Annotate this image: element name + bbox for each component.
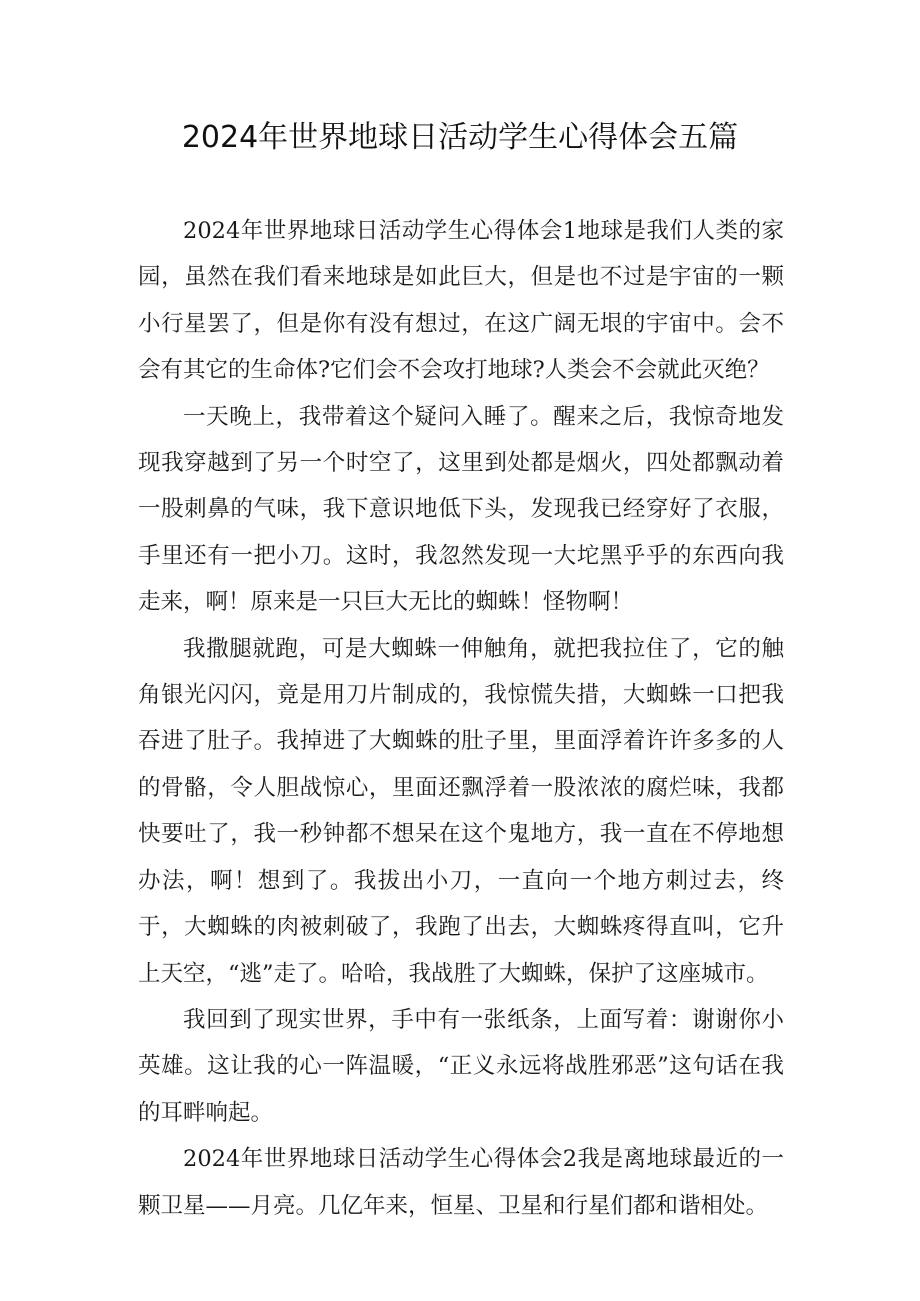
paragraph: 2024年世界地球日活动学生心得体会2我是离地球最近的一颗卫星——月亮。几亿年来，恒星、卫星和行星们都和谐相处。 <box>138 1146 784 1219</box>
document-title: 2024年世界地球日活动学生心得体会五篇 <box>181 120 739 155</box>
paragraph: 我撒腿就跑，可是大蜘蛛一伸触角，就把我拉住了，它的触角银光闪闪，竟是用刀片制成的，我惊慌失措，大蜘蛛一口把我吞进了肚子。我掉进了大蜘蛛的肚子里，里面浮着许许多多的人的骨骼，令人胆战惊心，里面还飘浮着一股浓浓的腐烂味，我都快要吐了，我一秒钟都不想呆在这个鬼地方，我一直在不停地想办法，啊！想到了。我拔出小刀，一直向一个地方刺过去，终于，大蜘蛛的肉被刺破了，我跑了出去，大蜘蛛疼得直叫，它升上天空，“逃”走了。哈哈，我战胜了大蜘蛛，保护了这座城市。 <box>138 635 784 987</box>
paragraph: 2024年世界地球日活动学生心得体会1地球是我们人类的家园，虽然在我们看来地球是如此巨大，但是也不过是宇宙的一颗小行星罢了，但是你有没有想过，在这广阔无垠的宇宙中。会不会有其它的生命体?它们会不会攻打地球?人类会不会就此灭绝？ <box>138 218 784 384</box>
paragraph: 一天晚上，我带着这个疑问入睡了。醒来之后，我惊奇地发现我穿越到了另一个时空了，这里到处都是烟火，四处都飘动着一股刺鼻的气味，我下意识地低下头，发现我已经穿好了衣服，手里还有一把小刀。这时，我忽然发现一大坨黑乎乎的东西向我走来，啊！原来是一只巨大无比的蜘蛛！怪物啊！ <box>138 403 784 616</box>
document-body <box>138 208 784 1229</box>
paragraph: 我回到了现实世界，手中有一张纸条，上面写着：谢谢你小英雄。这让我的心一阵温暖，“正义永远将战胜邪恶”这句话在我的耳畔响起。 <box>138 1006 784 1126</box>
